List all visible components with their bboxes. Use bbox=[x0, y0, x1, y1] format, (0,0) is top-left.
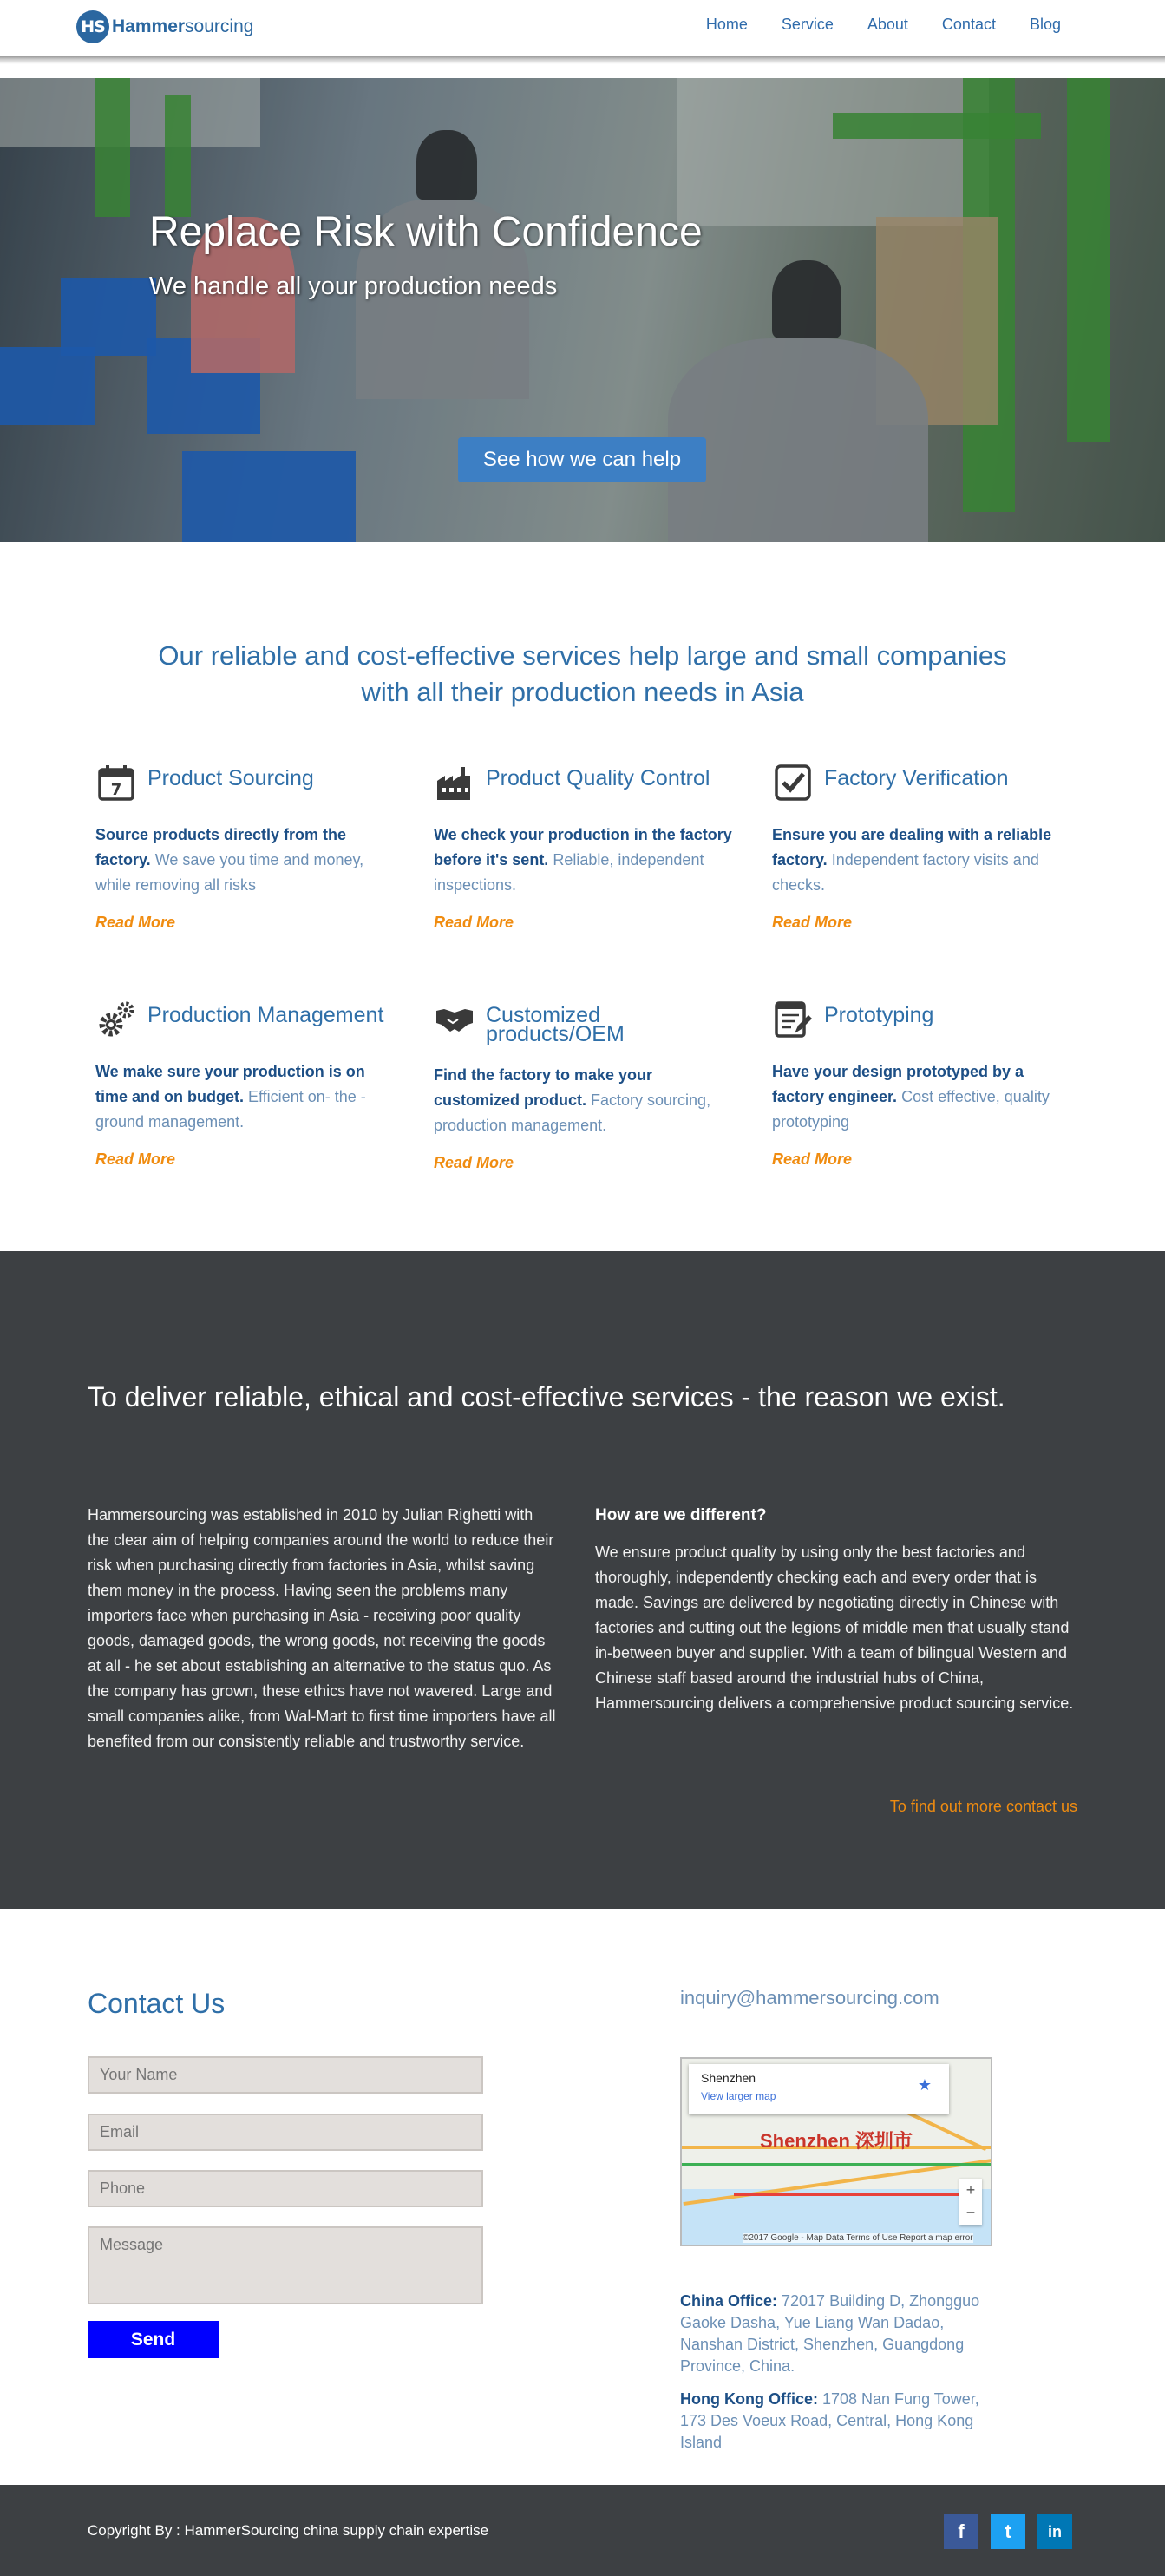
service-card-customized-products bbox=[434, 999, 733, 1172]
about-history-text: Hammersourcing was established in 2010 by Julian Righetti with the clear aim of helping companies around the world to reduce their risk when purchasing directly from factories in Asia, whilst saving them money in the process. Having seen the problems many importers face when purchasing in Asia - receiving poor quality goods, damaged goods, the wrong goods, not receiving the goods at all - he set about establishing an alternative to the status quo. As the company has grown, these ethics have not wavered. Large and small companies alike, from Wal-Mart to first time importers have all benefited from our consistently reliable and trustworthy service. bbox=[88, 1506, 556, 1750]
logo-mark-icon: HS bbox=[76, 10, 109, 43]
service-description: Source products directly from the factory. We save you time and money, while removing all risks bbox=[95, 826, 364, 894]
contact-title: Contact Us bbox=[88, 1988, 226, 2019]
nav-about[interactable]: About bbox=[867, 16, 908, 33]
service-title: Product Sourcing bbox=[147, 766, 314, 790]
service-title: Prototyping bbox=[824, 1003, 934, 1027]
map-city-label: Shenzhen 深圳市 bbox=[760, 2130, 913, 2152]
nav-blog[interactable]: Blog bbox=[1029, 16, 1061, 33]
hero-banner bbox=[0, 78, 1165, 542]
service-card-factory-verification bbox=[772, 762, 1071, 932]
service-description: Ensure you are dealing with a reliable factory. Independent factory visits and checks. bbox=[772, 826, 1052, 894]
navbar-shadow bbox=[0, 56, 1165, 64]
service-description: Find the factory to make your customized product. Factory sourcing, production management. bbox=[434, 1066, 711, 1134]
map-rail bbox=[682, 2163, 992, 2166]
hk-office-address: Hong Kong Office: 1708 Nan Fung Tower, 173 Des Voeux Road, Central, Hong Kong Island bbox=[680, 2390, 979, 2451]
twitter-icon[interactable]: t bbox=[991, 2514, 1025, 2549]
brand-logo[interactable] bbox=[76, 10, 253, 43]
service-title: Production Management bbox=[147, 1003, 384, 1027]
about-title: To deliver reliable, ethical and cost-effective services - the reason we exist. bbox=[88, 1381, 1005, 1413]
linkedin-icon[interactable]: in bbox=[1037, 2514, 1072, 2549]
china-office-address: China Office: 72017 Building D, Zhongguo Gaoke Dasha, Yue Liang Wan Dadao, Nanshan District, Shenzhen, Guangdong Province, China. bbox=[680, 2292, 980, 2375]
contact-us-link[interactable]: To find out more contact us bbox=[889, 1798, 1077, 1815]
service-title: Customized products/OEM bbox=[486, 1003, 625, 1046]
read-more-link[interactable]: Read More bbox=[95, 1150, 176, 1168]
map-place: Shenzhen bbox=[701, 2071, 756, 2085]
star-icon[interactable]: ★ bbox=[917, 2076, 932, 2094]
gears-icon bbox=[95, 999, 137, 1040]
about-difference-text: We ensure product quality by using only the best factories and thoroughly, independently checking each and every order that is made. Savings are delivered by negotiating directly in Chinese with factories and cutting out the legions of middle men that usually stand in-between buyer and supplier. With a team of bilingual Western and Chinese staff based around the industrial hubs of China, Hammersourcing delivers a comprehensive product sourcing service. bbox=[595, 1544, 1074, 1712]
service-card-quality-control bbox=[434, 762, 733, 932]
factory-icon bbox=[434, 762, 475, 803]
message-textarea[interactable] bbox=[88, 2226, 483, 2304]
read-more-link[interactable]: Read More bbox=[772, 914, 853, 931]
edit-document-icon bbox=[772, 999, 814, 1040]
contact-email[interactable]: inquiry@hammersourcing.com bbox=[680, 1987, 939, 2009]
hero-cta-button[interactable]: See how we can help bbox=[458, 437, 706, 482]
map-rail bbox=[734, 2193, 959, 2196]
send-button[interactable]: Send bbox=[88, 2321, 219, 2358]
service-title: Factory Verification bbox=[824, 766, 1009, 790]
handshake-icon bbox=[434, 999, 475, 1040]
about-section bbox=[0, 1251, 1165, 1909]
top-navbar bbox=[0, 0, 1165, 56]
hero-title: Replace Risk with Confidence bbox=[149, 209, 703, 255]
map-attribution: ©2017 Google - Map Data Terms of Use Report a map error bbox=[743, 2233, 973, 2243]
map-info-card bbox=[689, 2064, 949, 2114]
logo-text: Hammersourcing bbox=[112, 16, 254, 36]
nav-service[interactable]: Service bbox=[781, 16, 834, 33]
nav-home[interactable]: Home bbox=[705, 16, 748, 33]
about-difference-heading: How are we different? bbox=[595, 1506, 767, 1524]
service-title: Product Quality Control bbox=[486, 766, 710, 790]
footer bbox=[0, 2485, 1165, 2576]
svg-text:7: 7 bbox=[110, 781, 122, 799]
copyright-text: Copyright By : HammerSourcing china supply chain expertise bbox=[88, 2522, 489, 2539]
hero-subtitle: We handle all your production needs bbox=[149, 272, 558, 300]
phone-input[interactable] bbox=[88, 2170, 483, 2207]
read-more-link[interactable]: Read More bbox=[434, 914, 514, 931]
map-zoom-control[interactable]: + − bbox=[959, 2179, 982, 2225]
view-larger-map-link[interactable]: View larger map bbox=[701, 2090, 776, 2102]
nav-contact[interactable]: Contact bbox=[941, 16, 996, 33]
service-description: We make sure your production is on time and on budget. Efficient on- the -ground management. bbox=[95, 1063, 366, 1131]
about-difference bbox=[595, 1503, 1081, 1716]
service-card-sourcing bbox=[95, 762, 395, 932]
service-description: We check your production in the factory before it's sent. Reliable, independent inspections. bbox=[434, 826, 732, 894]
read-more-link[interactable]: Read More bbox=[434, 1154, 514, 1171]
services-heading: Our reliable and cost-effective services help large and small companies with all their production needs in Asia bbox=[158, 640, 1007, 707]
service-description: Have your design prototyped by a factory engineer. Cost effective, quality prototyping bbox=[772, 1063, 1050, 1131]
read-more-link[interactable]: Read More bbox=[95, 914, 176, 931]
read-more-link[interactable]: Read More bbox=[772, 1150, 853, 1168]
service-card-prototyping bbox=[772, 999, 1071, 1169]
name-input[interactable] bbox=[88, 2056, 483, 2094]
calendar-icon bbox=[95, 762, 137, 803]
checkbox-icon bbox=[772, 762, 814, 803]
service-card-production-management bbox=[95, 999, 395, 1169]
main-menu bbox=[706, 16, 1061, 34]
facebook-icon[interactable]: f bbox=[944, 2514, 978, 2549]
email-input[interactable] bbox=[88, 2114, 483, 2151]
location-map[interactable] bbox=[680, 2057, 992, 2246]
